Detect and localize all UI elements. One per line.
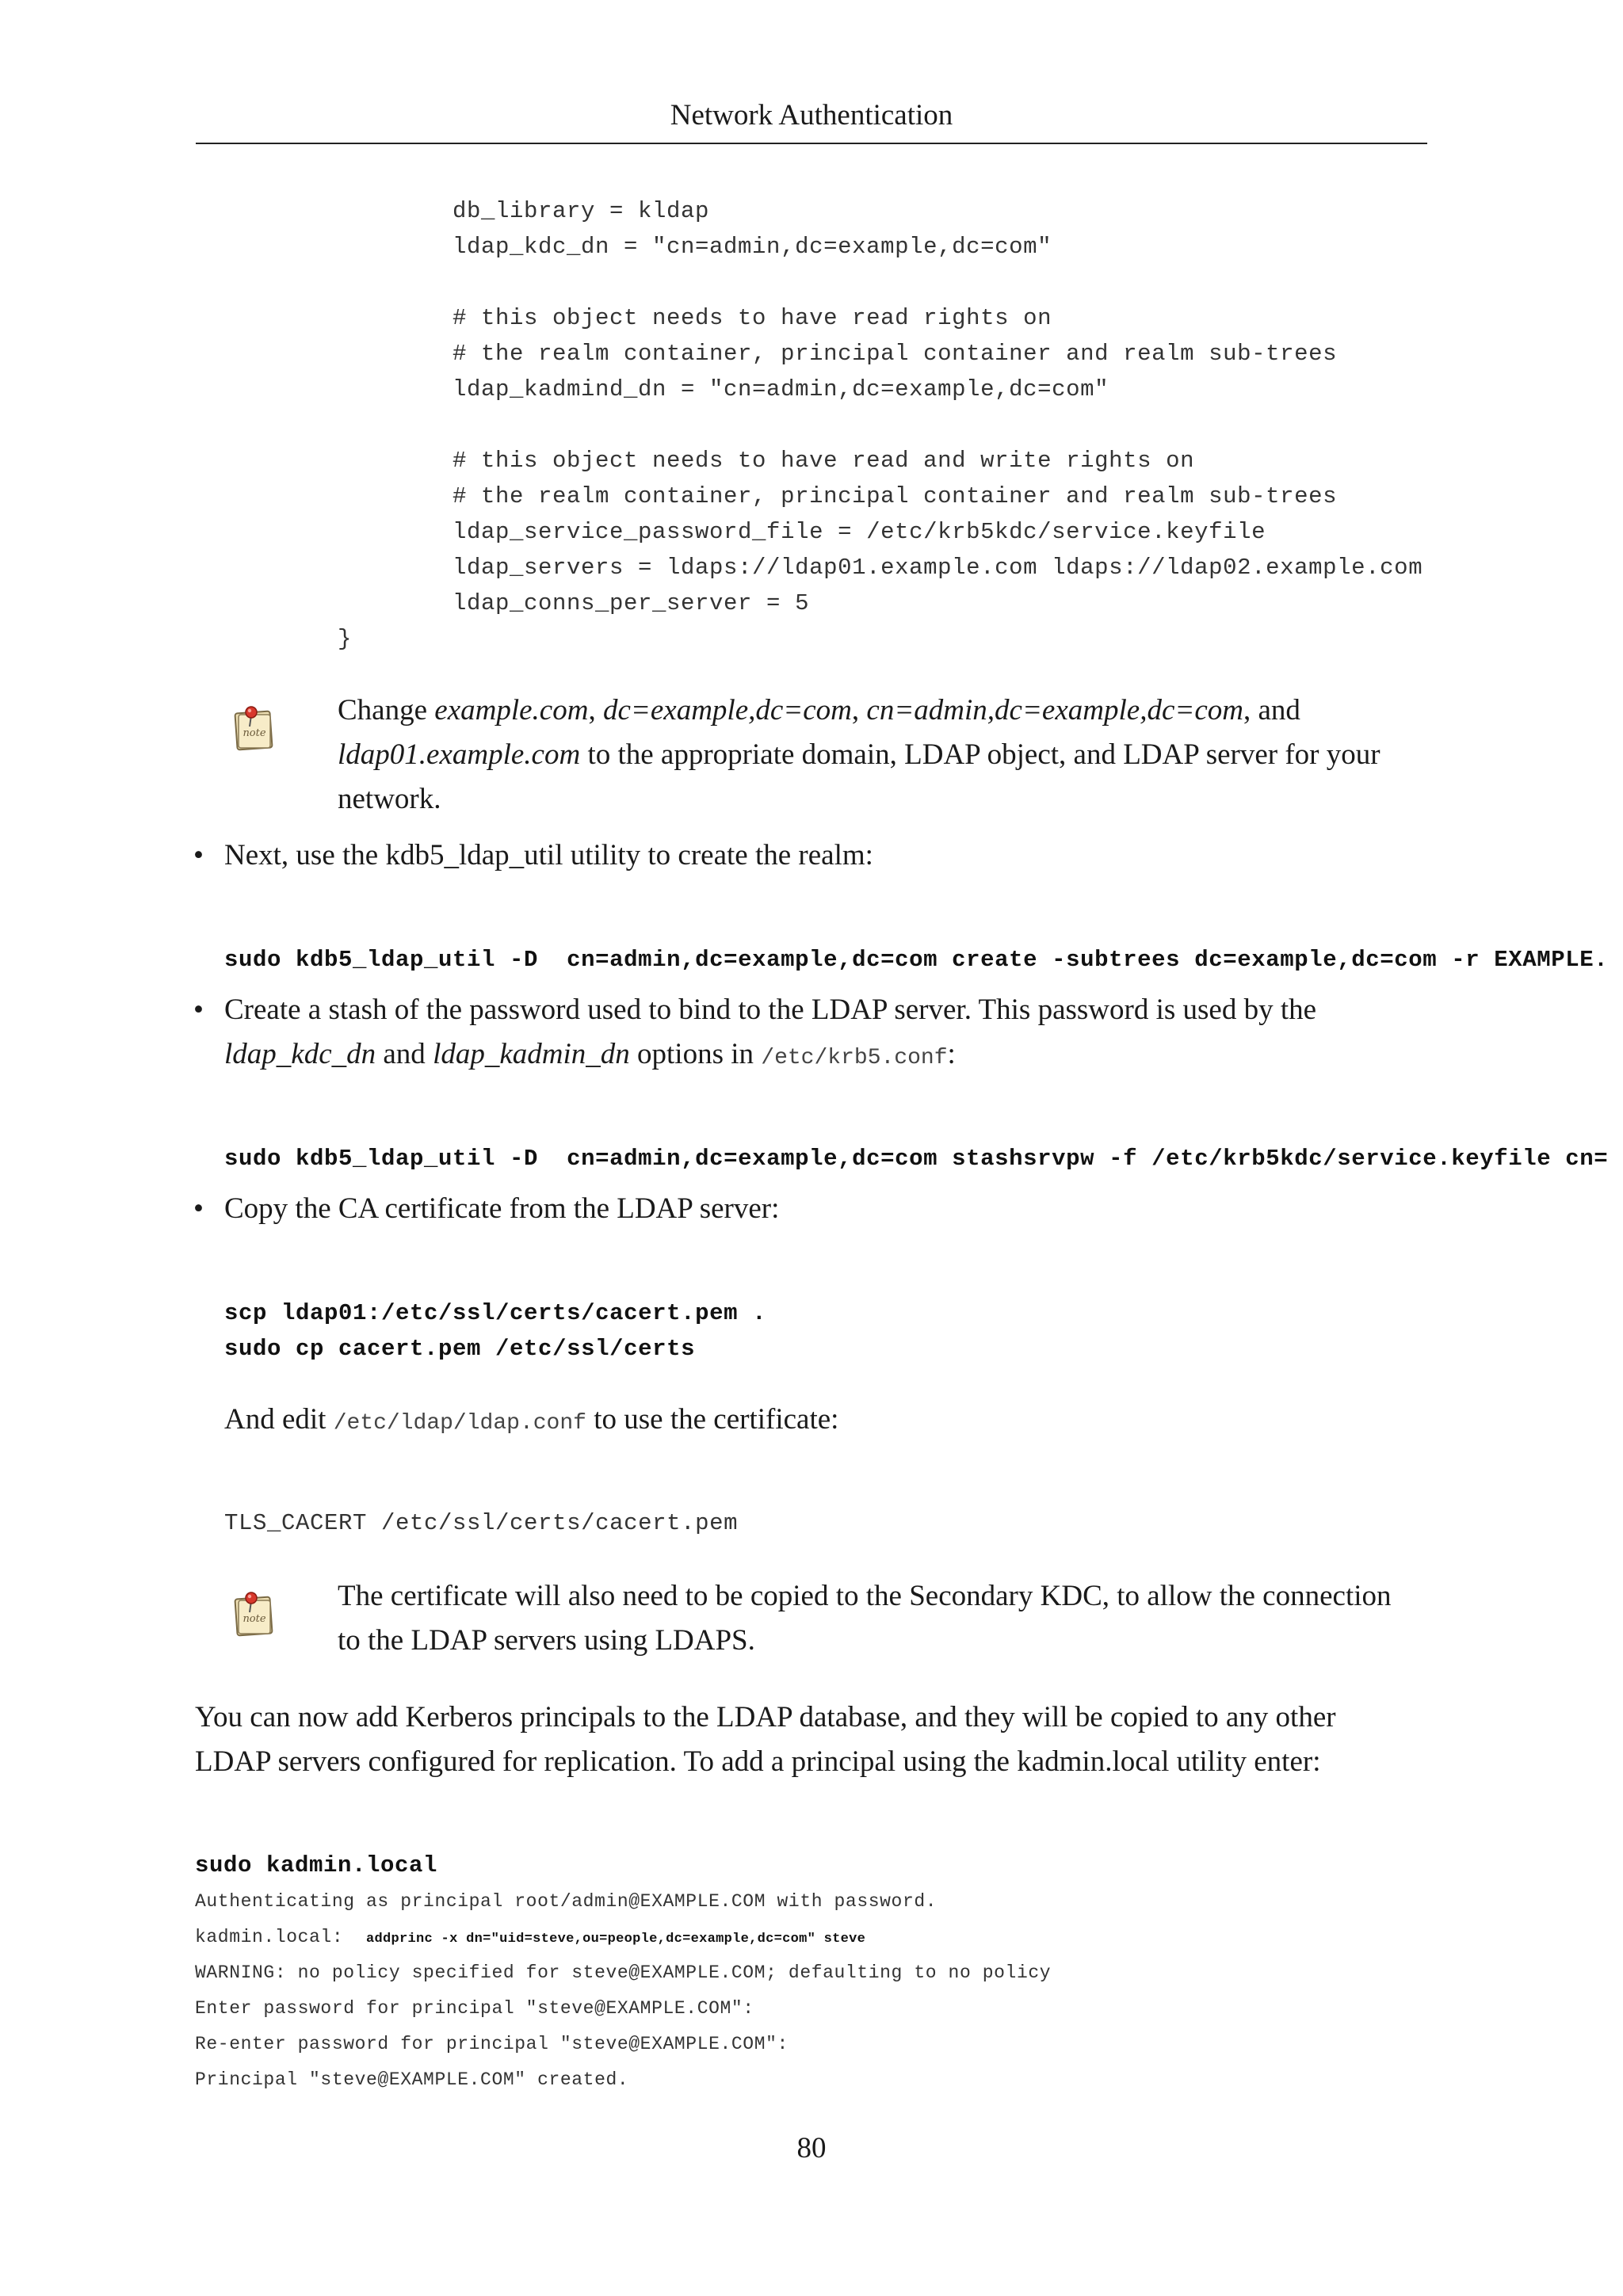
code-line: db_library = kldap xyxy=(453,198,710,224)
command-line: sudo kdb5_ldap_util -D cn=admin,dc=example,dc=com create -subtrees dc=example,dc=com -r EXAMPLE. xyxy=(224,947,1609,973)
output-line: Principal "steve@EXAMPLE.COM" created. xyxy=(195,2069,629,2090)
page-header-title: Network Authentication xyxy=(670,99,953,132)
note-text: Change example.com, dc=example,dc=com, cn=admin,dc=example,dc=com, and xyxy=(338,694,1300,727)
code-comment: # the realm container, principal container and realm sub-trees xyxy=(453,341,1338,367)
note-icon xyxy=(232,1589,277,1641)
code-comment: # this object needs to have read rights on xyxy=(453,305,1052,331)
step-text: Next, use the kdb5_ldap_util utility to create the realm: xyxy=(224,839,873,871)
page-number: 80 xyxy=(796,2132,827,2164)
output-line: WARNING: no policy specified for steve@EXAMPLE.COM; defaulting to no policy xyxy=(195,1962,1052,1983)
step-text: And edit /etc/ldap/ldap.conf to use the certificate: xyxy=(224,1403,839,1436)
code-comment: # this object needs to have read and write rights on xyxy=(453,448,1195,474)
note-text: The certificate will also need to be copied to the Secondary KDC, to allow the connection xyxy=(338,1580,1392,1612)
step-text: ldap_kdc_dn and ldap_kadmin_dn options in /etc/krb5.conf: xyxy=(224,1038,956,1070)
note-text: network. xyxy=(338,783,441,815)
svg-text:note: note xyxy=(242,1613,266,1625)
output-line: Authenticating as principal root/admin@EXAMPLE.COM with password. xyxy=(195,1891,938,1912)
note-icon xyxy=(232,703,277,755)
step-text: Create a stash of the password used to bind to the LDAP server. This password is used by the xyxy=(224,994,1317,1026)
bullet: • xyxy=(193,994,204,1026)
code-line: ldap_service_password_file = /etc/krb5kdc/service.keyfile xyxy=(453,519,1266,545)
code-line: ldap_kdc_dn = "cn=admin,dc=example,dc=com" xyxy=(453,234,1052,260)
prompt-input: addprinc -x dn="uid=steve,ou=people,dc=example,dc=com" steve xyxy=(366,1932,866,1947)
header-rule xyxy=(196,143,1427,144)
note-text: ldap01.example.com to the appropriate domain, LDAP object, and LDAP server for your xyxy=(338,738,1381,771)
note-text: to the LDAP servers using LDAPS. xyxy=(338,1624,755,1657)
code-comment: # the realm container, principal container and realm sub-trees xyxy=(453,483,1338,509)
inline-code: /etc/ldap/ldap.conf xyxy=(333,1411,586,1436)
command-line: sudo kadmin.local xyxy=(195,1852,438,1878)
inline-code: /etc/krb5.conf xyxy=(761,1046,948,1070)
command-line: sudo kdb5_ldap_util -D cn=admin,dc=example,dc=com stashsrvpw -f /etc/krb5kdc/service.keyfile cn= xyxy=(224,1146,1609,1172)
output-line: Enter password for principal "steve@EXAMPLE.COM": xyxy=(195,1998,754,2019)
body-paragraph: You can now add Kerberos principals to the LDAP database, and they will be copied to any other xyxy=(195,1701,1336,1733)
command-line: scp ldap01:/etc/ssl/certs/cacert.pem . xyxy=(224,1300,767,1326)
output-line: Re-enter password for principal "steve@EXAMPLE.COM": xyxy=(195,2034,789,2054)
command-line: sudo cp cacert.pem /etc/ssl/certs xyxy=(224,1336,696,1362)
bullet: • xyxy=(193,1192,204,1225)
body-paragraph: LDAP servers configured for replication. To add a principal using the kadmin.local utility enter: xyxy=(195,1745,1321,1778)
code-line: ldap_servers = ldaps://ldap01.example.com ldaps://ldap02.example.com xyxy=(453,555,1423,581)
prompt-line xyxy=(195,1927,865,1947)
config-line: TLS_CACERT /etc/ssl/certs/cacert.pem xyxy=(224,1510,739,1536)
bullet: • xyxy=(193,839,204,871)
prompt: kadmin.local: xyxy=(195,1927,367,1947)
closing-brace: } xyxy=(338,626,353,652)
code-line: ldap_kadmind_dn = "cn=admin,dc=example,dc=com" xyxy=(453,376,1109,402)
code-line: ldap_conns_per_server = 5 xyxy=(453,590,810,616)
step-text: Copy the CA certificate from the LDAP server: xyxy=(224,1192,780,1225)
svg-text:note: note xyxy=(242,727,266,739)
